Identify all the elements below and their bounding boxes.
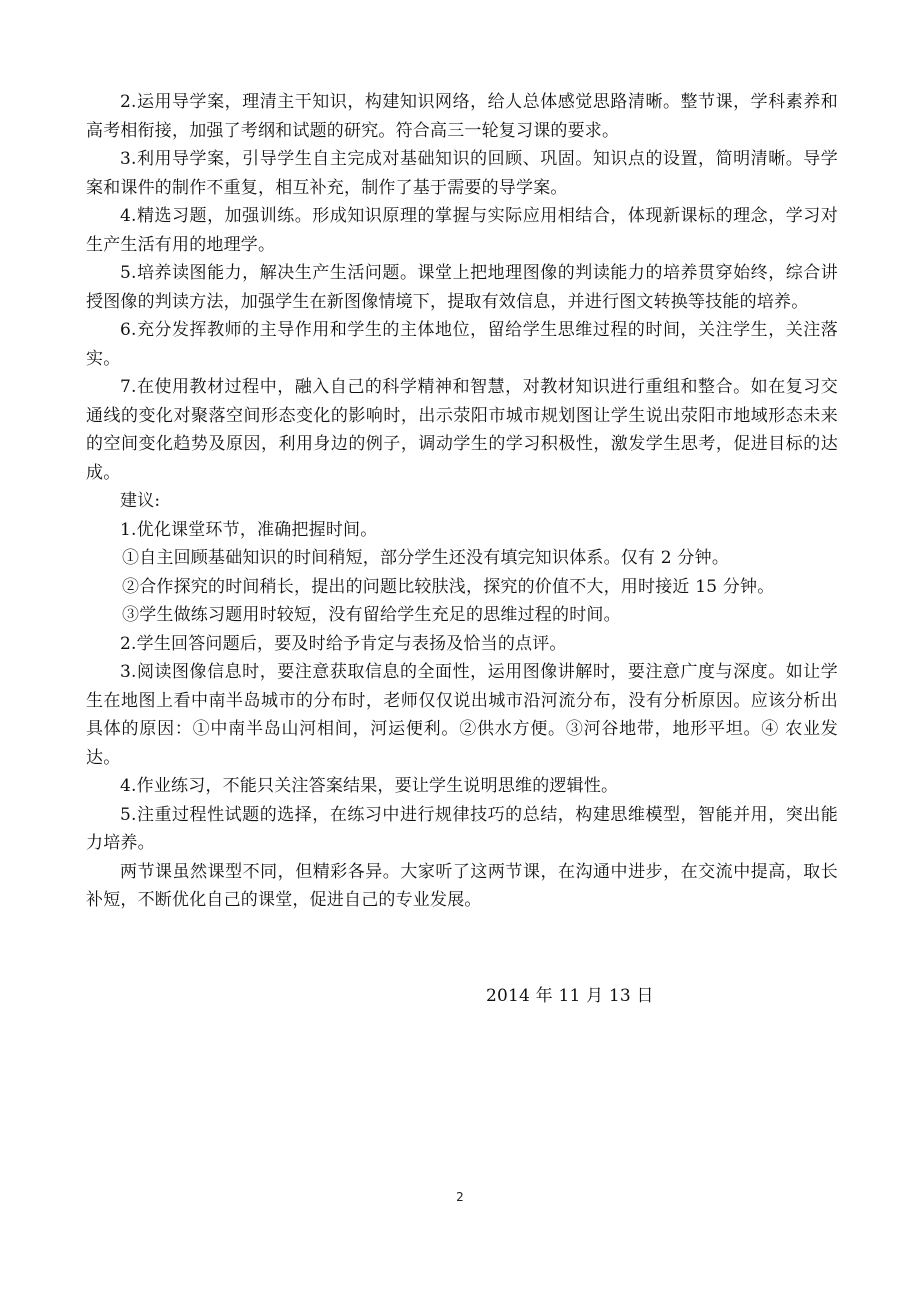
- suggestion-1-item-2: ②合作探究的时间稍长，提出的问题比较肤浅，探究的价值不大，用时接近 15 分钟。: [122, 576, 775, 597]
- document-body: [86, 88, 838, 915]
- suggestion-1-item-3: ③学生做练习题用时较短，没有留给学生充足的思维过程的时间。: [122, 605, 621, 625]
- suggestion-2: 2.学生回答问题后，要及时给予肯定与表扬及恰当的点评。: [120, 633, 567, 654]
- document-date: 2014 年 11 月 13 日: [486, 986, 654, 1006]
- paragraph-point-6: 6.充分发挥教师的主导作用和学生的主体地位，留给学生思维过程的时间，关注学生，关注落实。: [86, 320, 838, 369]
- page-number: 2: [456, 1190, 464, 1204]
- paragraph-point-2: 2.运用导学案，理清主干知识，构建知识网络，给人总体感觉思路清晰。整节课，学科素养和高考相衔接，加强了考纲和试题的研究。符合高三一轮复习课的要求。: [86, 92, 838, 141]
- conclusion-paragraph: 两节课虽然课型不同，但精彩各异。大家听了这两节课，在沟通中进步，在交流中提高，取长补短，不断优化自己的课堂，促进自己的专业发展。: [86, 861, 838, 910]
- suggestion-3: 3.阅读图像信息时，要注意获取信息的全面性，运用图像讲解时，要注意广度与深度。如让学生在地图上看中南半岛城市的分布时，老师仅仅说出城市沿河流分布，没有分析原因。应该分析出具体的原因：①中南半岛山河相间，河运便利。②供水方便。③河谷地带，地形平坦。④ 农业发达。: [86, 662, 838, 768]
- suggestion-1: 1.优化课堂环节，准确把握时间。: [120, 519, 378, 540]
- suggestion-5: 5.注重过程性试题的选择，在练习中进行规律技巧的总结，构建思维模型，智能并用，突出能力培养。: [86, 804, 838, 853]
- paragraph-point-3: 3.利用导学案，引导学生自主完成对基础知识的回顾、巩固。知识点的设置，简明清晰。导学案和课件的制作不重复，相互补充，制作了基于需要的导学案。: [86, 149, 838, 198]
- paragraph-point-7: 7.在使用教材过程中，融入自己的科学精神和智慧，对教材知识进行重组和整合。如在复习交通线的变化对聚落空间形态变化的影响时，出示荥阳市城市规划图让学生说出荥阳市地域形态未来的空间变化趋势及原因，利用身边的例子，调动学生的学习积极性，激发学生思考，促进目标的达成。: [86, 377, 838, 483]
- suggestion-1-item-1: ①自主回顾基础知识的时间稍短，部分学生还没有填完知识体系。仅有 2 分钟。: [122, 548, 730, 568]
- paragraph-point-5: 5.培养读图能力，解决生产生活问题。课堂上把地理图像的判读能力的培养贯穿始终，综合讲授图像的判读方法，加强学生在新图像情境下，提取有效信息，并进行图文转换等技能的培养。: [86, 263, 838, 312]
- paragraph-point-4: 4.精选习题，加强训练。形成知识原理的掌握与实际应用相结合，体现新课标的理念，学习对生产生活有用的地理学。: [86, 206, 838, 255]
- suggestion-4: 4.作业练习，不能只关注答案结果，要让学生说明思维的逻辑性。: [120, 776, 619, 796]
- suggestions-heading: 建议:: [120, 491, 161, 511]
